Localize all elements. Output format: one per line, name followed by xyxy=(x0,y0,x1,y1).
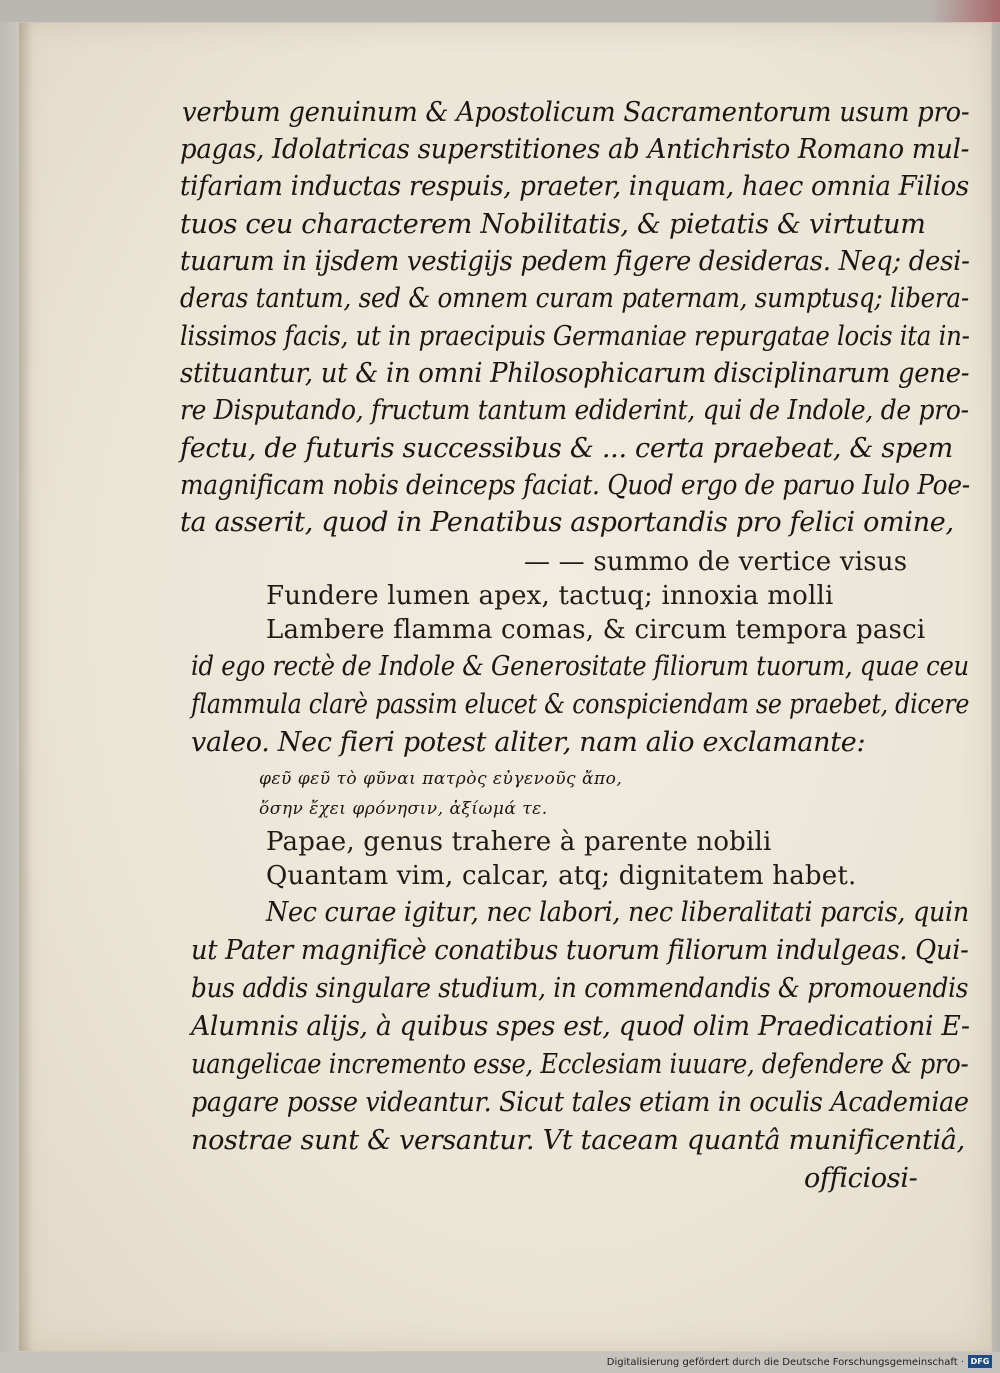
funding-credit: Digitalisierung gefördert durch die Deutsche Forschungsgemeinschaft · xyxy=(606,1357,964,1368)
text-line: ta asserit, quod in Penatibus asportandis pro felici omine, xyxy=(180,507,954,538)
text-line: tifariam inductas respuis, praeter, inquam, haec omnia Filios xyxy=(180,171,970,202)
text-line: tuarum in ijsdem vestigijs pedem figere desideras. Neq; desi- xyxy=(180,246,970,277)
text-line: nostrae sunt & versantur. Vt taceam quantâ munificentiâ, xyxy=(191,1125,965,1156)
text-line: valeo. Nec fieri potest aliter, nam alio exclamante: xyxy=(191,727,866,758)
text-line: ut Pater magnificè conatibus tuorum filiorum indulgeas. Qui- xyxy=(191,935,969,966)
verse-line: Quantam vim, calcar, atq; dignitatem habet. xyxy=(266,861,857,891)
text-line: magnificam nobis deinceps faciat. Quod ergo de paruo Iulo Poe- xyxy=(180,470,970,501)
text-line: verbum genuinum & Apostolicum Sacramentorum usum pro- xyxy=(182,97,970,128)
text-line: uangelicae incremento esse, Ecclesiam iuuare, defendere & pro- xyxy=(191,1049,969,1080)
text-line: flammula clarè passim elucet & conspiciendam se praebet, dicere xyxy=(191,689,970,720)
verse-line: Lambere flamma comas, & circum tempora pasci xyxy=(266,615,926,645)
text-line: id ego rectè de Indole & Generositate filiorum tuorum, quae ceu xyxy=(191,651,969,682)
text-line: deras tantum, sed & omnem curam paternam, sumptusq; libera- xyxy=(180,283,969,314)
scan-top-strip xyxy=(0,0,1000,22)
verse-line: Fundere lumen apex, tactuq; innoxia molli xyxy=(266,581,834,611)
verse-line: Papae, genus trahere à parente nobili xyxy=(266,827,772,857)
text-line: Alumnis alijs, à quibus spes est, quod olim Praedicationi E- xyxy=(191,1011,970,1042)
verse-line: — — summo de vertice visus xyxy=(524,547,908,577)
dfg-logo: DFG xyxy=(968,1355,992,1368)
text-line: re Disputando, fructum tantum ediderint, qui de Indole, de pro- xyxy=(180,395,969,426)
greek-verse-line: φεῦ φεῦ τὸ φῦναι πατρὸς εὐγενοῦς ἄπο, xyxy=(259,769,623,789)
text-line: Nec curae igitur, nec labori, nec liberalitati parcis, quin xyxy=(266,897,970,928)
text-line: lissimos facis, ut in praecipuis Germaniae repurgatae locis ita in- xyxy=(180,321,970,352)
text-line: pagas, Idolatricas superstitiones ab Antichristo Romano mul- xyxy=(180,134,970,165)
catchword: officiosi- xyxy=(804,1163,918,1194)
greek-verse-line: ὅσην ἔχει φρόνησιν, ἀξίωμά τε. xyxy=(259,799,548,819)
text-line: fectu, de futuris successibus & ... certa praebeat, & spem xyxy=(180,433,953,464)
page-gutter-shadow xyxy=(19,23,33,1351)
text-line: tuos ceu characterem Nobilitatis, & pietatis & virtutum xyxy=(180,209,926,240)
text-line: stituantur, ut & in omni Philosophicarum disciplinarum gene- xyxy=(180,358,970,389)
book-page xyxy=(18,22,992,1352)
scan-edge-mark xyxy=(930,0,1000,22)
text-line: bus addis singulare studium, in commendandis & promouendis xyxy=(191,973,969,1004)
text-line: pagare posse videantur. Sicut tales etiam in oculis Academiae xyxy=(191,1087,969,1118)
